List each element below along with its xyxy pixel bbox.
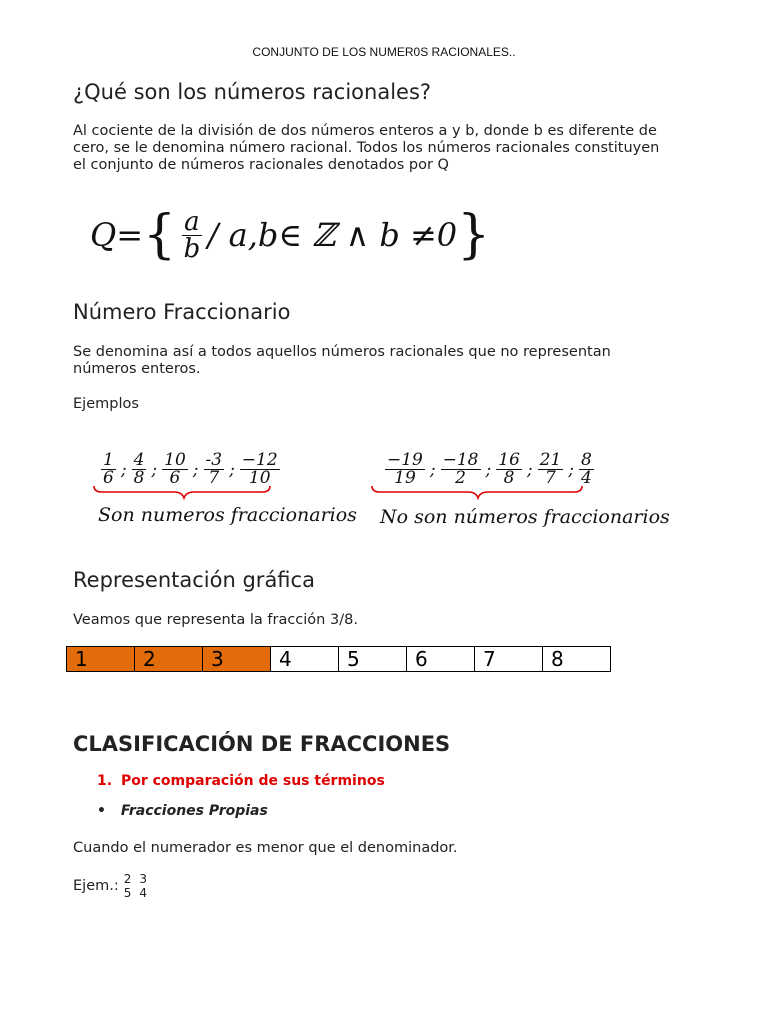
fraction-denominator: 4 (139, 885, 148, 900)
fraction-denominator: 7 (208, 468, 220, 488)
example-fraction (162, 452, 188, 487)
formula-open-brace: { (143, 205, 177, 265)
paragraph-line: cero, se le denomina número racional. Todos los números racionales constituyen (73, 140, 660, 156)
fraction-grid-cell: 4 (271, 647, 339, 672)
formula-denominator: b (183, 233, 201, 264)
fraction-grid-cell: 3 (203, 647, 271, 672)
fraction-numerator: −12 (241, 450, 278, 470)
paragraph-fractional (73, 344, 733, 378)
fraction-denominator: 2 (455, 468, 466, 488)
fraction-numerator: 10 (164, 450, 186, 470)
fraction-numerator: 21 (539, 450, 562, 470)
fraction-numerator: 1 (103, 450, 114, 470)
paragraph-line: el conjunto de números racionales denotados por Q (73, 157, 449, 173)
example-fraction (101, 452, 116, 487)
example-fraction (138, 873, 148, 901)
example-proper-fractions (73, 873, 152, 901)
fraction-separator: ; (485, 459, 492, 480)
fraction-separator: ; (151, 459, 158, 480)
caption-non-fractional: No son números fraccionarios (380, 506, 670, 528)
formula-condition: / a,b∈ ℤ ∧ b ≠0 (207, 216, 458, 254)
fraction-grid-cell: 7 (475, 647, 543, 672)
example-fraction (240, 452, 280, 487)
example-fraction (579, 452, 594, 487)
example-fraction (496, 452, 522, 487)
heading-rational-numbers: ¿Qué son los números racionales? (73, 80, 432, 104)
caption-fractional: Son numeros fraccionarios (98, 504, 357, 526)
fraction-denominator: 4 (581, 468, 592, 488)
fraction-separator: ; (229, 459, 235, 480)
fraction-denominator: 10 (248, 468, 271, 488)
example-fraction (441, 452, 481, 487)
formula-lhs: Q= (90, 216, 144, 254)
paragraph-definition (73, 123, 733, 174)
paragraph-proper-fractions: Cuando el numerador es menor que el denominador. (73, 840, 458, 856)
examples-label: Ejemplos (73, 396, 139, 412)
list-item-text: Por comparación de sus términos (120, 773, 385, 789)
paragraph-line: Al cociente de la división de dos números enteros a y b, donde b es diferente de (73, 123, 657, 139)
fraction-separator: ; (429, 459, 436, 480)
example-label: Ejem.: (73, 878, 119, 895)
fraction-denominator: 8 (133, 468, 145, 488)
example-fraction (132, 452, 147, 487)
fraction-denominator: 7 (545, 468, 556, 488)
underbrace-2 (370, 484, 584, 500)
example-fraction (538, 452, 564, 487)
paragraph-line: Se denomina así a todos aquellos números racionales que no representan (73, 344, 611, 360)
formula-fraction (182, 206, 202, 264)
fraction-numerator: 3 (139, 872, 148, 886)
example-fraction (123, 873, 133, 901)
numbered-list-item (97, 773, 385, 789)
fraction-numerator: 2 (123, 872, 132, 886)
fraction-numerator: −18 (442, 450, 479, 470)
fraction-denominator: 6 (169, 468, 181, 488)
fraction-numerator: 4 (133, 450, 145, 470)
fraction-grid-cell: 8 (543, 647, 611, 672)
document-header: CONJUNTO DE LOS NUMER0S RACIONALES.. (252, 45, 516, 59)
list-number: 1. (97, 773, 113, 789)
heading-fractional-number: Número Fraccionario (73, 300, 291, 324)
fraction-denominator: 5 (123, 885, 132, 900)
bullet-item-text: Fracciones Propias (120, 803, 268, 819)
underbrace-1 (92, 484, 272, 500)
bullet-icon: • (97, 803, 106, 819)
set-formula (90, 200, 490, 270)
paragraph-line: números enteros. (73, 361, 201, 377)
fraction-grid-cell: 6 (407, 647, 475, 672)
fraction-separator: ; (568, 459, 574, 480)
formula-close-brace: } (457, 205, 491, 265)
fraction-numerator: 8 (581, 450, 592, 470)
fraction-numerator: 16 (498, 450, 520, 470)
fraction-separator: ; (120, 459, 127, 480)
heading-graphic-representation: Representación gráfica (73, 568, 315, 592)
fraction-numerator: -3 (205, 450, 223, 470)
formula-numerator: a (184, 206, 200, 237)
example-fraction (204, 452, 225, 487)
heading-classification: CLASIFICACIÓN DE FRACCIONES (73, 732, 451, 756)
example-group-fractional (98, 452, 283, 487)
fraction-denominator: 8 (503, 468, 515, 488)
fraction-separator: ; (192, 459, 199, 480)
paragraph-fraction-3-8: Veamos que representa la fracción 3/8. (73, 612, 358, 628)
fraction-grid-cell: 2 (135, 647, 203, 672)
fraction-numerator: −19 (387, 450, 423, 470)
fraction-denominator: 19 (394, 468, 416, 488)
example-group-non-fractional (382, 452, 597, 487)
fraction-grid-cell: 5 (339, 647, 407, 672)
example-fraction (385, 452, 425, 487)
fraction-grid-cell: 1 (67, 647, 135, 672)
fraction-grid-row (67, 647, 611, 672)
fraction-denominator: 6 (103, 468, 114, 488)
fraction-grid (66, 646, 611, 672)
fraction-separator: ; (526, 459, 533, 480)
bullet-list-item (97, 803, 268, 819)
